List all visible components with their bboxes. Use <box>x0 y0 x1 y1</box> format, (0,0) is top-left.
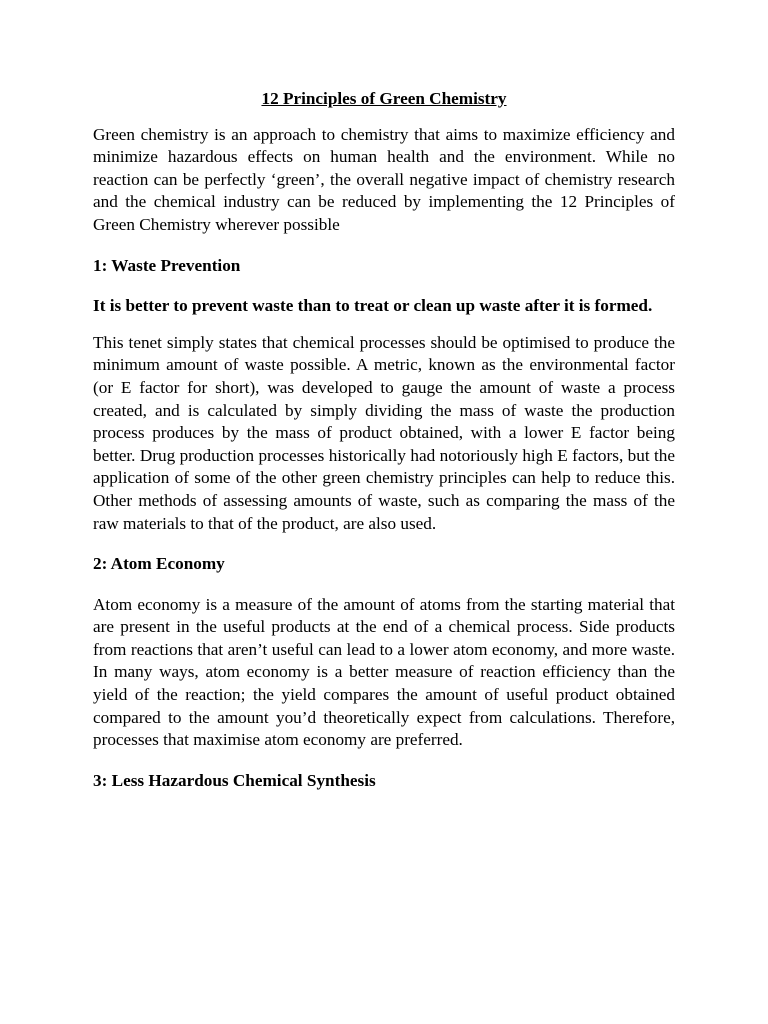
section-1-body: This tenet simply states that chemical processes should be optimised to produce the minimum amount of waste possible. A metric, known as the environmental factor (or E factor for short), was developed to gauge the amount of waste a process created, and is calculated by simply dividing the mass of waste the production process produces by the mass of product obtained, with a lower E factor being better. Drug production processes historically had notoriously high E factors, but the application of some of the other green chemistry principles can help to reduce this. Other methods of assessing amounts of waste, such as comparing the mass of the raw materials to that of the product, are also used. <box>93 332 675 533</box>
document-title: 12 Principles of Green Chemistry <box>261 89 507 108</box>
document-page <box>93 88 675 810</box>
section-2-body: Atom economy is a measure of the amount of atoms from the starting material that are present in the useful products at the end of a chemical process. Side products from reactions that aren’t useful can lead to a lower atom economy, and more waste. In many ways, atom economy is a better measure of reaction efficiency than the yield of the reaction; the yield compares the amount of useful product obtained compared to the amount you’d theoretically expect from calculations. Therefore, processes that maximise atom economy are preferred. <box>93 594 675 750</box>
intro-paragraph: Green chemistry is an approach to chemistry that aims to maximize efficiency and minimize hazardous effects on human health and the environment. While no reaction can be perfectly ‘green’, the overall negative impact of chemistry research and the chemical industry can be reduced by implementing the 12 Principles of Green Chemistry wherever possible <box>93 124 675 234</box>
section-3-heading: 3: Less Hazardous Chemical Synthesis <box>93 770 376 790</box>
section-2-heading: 2: Atom Economy <box>93 554 225 574</box>
section-1-heading: 1: Waste Prevention <box>93 255 241 275</box>
section-1-statement: It is better to prevent waste than to treat or clean up waste after it is formed. <box>93 296 653 316</box>
